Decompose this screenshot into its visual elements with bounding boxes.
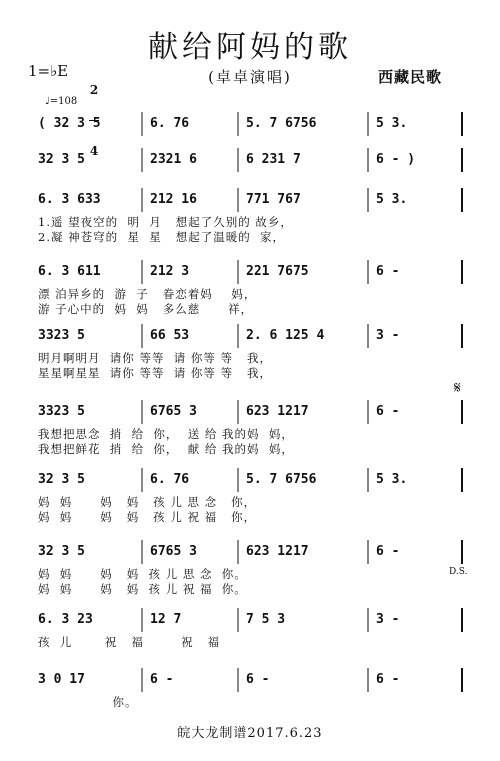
time-signature-bottom: 4 [89, 144, 99, 158]
ds-marking: D.S. [449, 567, 468, 577]
tempo-marking: ♩=108 [45, 96, 78, 107]
measure: 2. 6 125 4 [246, 328, 325, 343]
lyric-line: 星星啊星星 请你 等等 请 你等 等 我， [38, 366, 273, 380]
measure: 12 7 [150, 612, 182, 627]
lyric-line: 漂 泊异乡的 游 子 眷恋着妈 妈， [38, 287, 257, 301]
measure: 32 3 5 [38, 472, 85, 487]
measure: 6. 76 [150, 116, 190, 131]
transcriber-credit: 皖大龙制谱2017.6.23 [177, 726, 323, 741]
composer-credit: 西藏民歌 [378, 68, 443, 86]
lyric-line: 你。 [38, 695, 138, 709]
measure: 6. 3 611 [38, 264, 101, 279]
measure: 3 0 17 [38, 672, 85, 687]
measure: 6 - [376, 404, 400, 419]
lyric-line: 我想把鲜花 捎 给 你， 献 给 我的妈 妈， [38, 442, 294, 456]
lyric-line: 明月啊明月 请你 等等 请 你等 等 我， [38, 351, 273, 365]
measure: 6 - [376, 544, 400, 559]
song-title: 献给阿妈的歌 [148, 30, 352, 65]
lyric-line: 妈 妈 妈 妈 孩 儿 思 念 你， [38, 495, 257, 509]
measure: 32 3 5 [38, 152, 85, 167]
measure: 6 - [150, 672, 174, 687]
measure: ( 32 3 5 [38, 116, 101, 131]
measure: 623 1217 [246, 404, 309, 419]
measure: 6. 3 23 [38, 612, 93, 627]
measure: 6765 3 [150, 544, 197, 559]
segno-sign: 𝄋 [454, 378, 461, 397]
lyric-line: 我想把思念 捎 给 你， 送 给 我的妈 妈， [38, 427, 294, 441]
measure: 66 53 [150, 328, 190, 343]
measure: 3323 5 [38, 404, 85, 419]
lyric-line: 1.遥 望夜空的 明 月 想起了久别的 故乡， [38, 215, 293, 229]
measure: 212 16 [150, 192, 197, 207]
measure: 5. 7 6756 [246, 472, 317, 487]
measure: 5 3. [376, 192, 408, 207]
lyric-line: 孩 儿 祝 福 祝 福 [38, 635, 221, 649]
measure: 7 5 3 [246, 612, 286, 627]
measure: 2321 6 [150, 152, 197, 167]
time-signature-top: 2 [89, 83, 99, 97]
measure: 771 767 [246, 192, 301, 207]
lyric-line: 2.凝 神苍穹的 星 星 想起了温暖的 家， [38, 230, 286, 244]
measure: 212 3 [150, 264, 190, 279]
lyric-line: 妈 妈 妈 妈 孩 儿 祝 福 你。 [38, 582, 247, 596]
measure: 6 - ) [376, 152, 416, 167]
measure: 6 - [376, 264, 400, 279]
measure: 3 - [376, 612, 400, 627]
measure: 3323 5 [38, 328, 85, 343]
measure: 3 - [376, 328, 400, 343]
key-signature: 1=♭E [28, 62, 69, 80]
measure: 6 - [376, 672, 400, 687]
measure: 5 3. [376, 472, 408, 487]
measure: 6 231 7 [246, 152, 301, 167]
measure: 6. 76 [150, 472, 190, 487]
measure: 5 3. [376, 116, 408, 131]
measure: 623 1217 [246, 544, 309, 559]
measure: 6765 3 [150, 404, 197, 419]
measure: 32 3 5 [38, 544, 85, 559]
measure: 6 - [246, 672, 270, 687]
measure: 221 7675 [246, 264, 309, 279]
measure: 5. 7 6756 [246, 116, 317, 131]
lyric-line: 游 子心中的 妈 妈 多么慈 祥， [38, 302, 254, 316]
lyric-line: 妈 妈 妈 妈 孩 儿 思 念 你。 [38, 567, 247, 581]
performer-subtitle: (卓卓演唱) [208, 68, 292, 86]
lyric-line: 妈 妈 妈 妈 孩 儿 祝 福 你， [38, 510, 257, 524]
measure: 6. 3 633 [38, 192, 101, 207]
